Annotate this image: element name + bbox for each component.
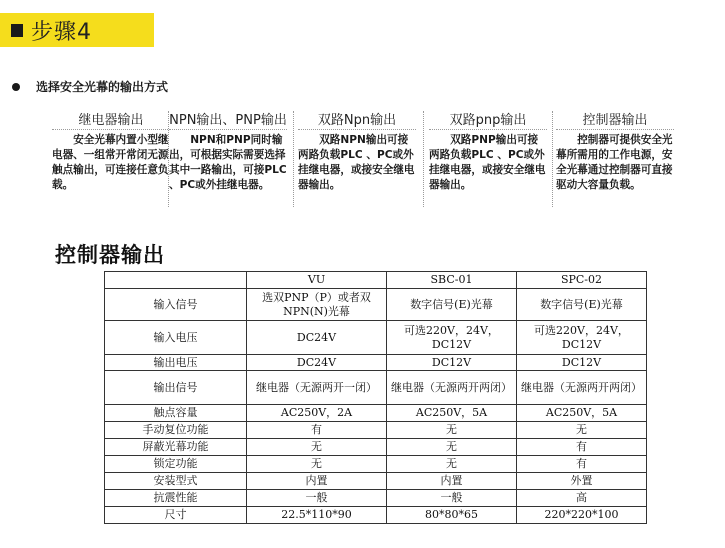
table-cell: 有	[517, 439, 647, 456]
table-cell: DC24V	[247, 321, 387, 355]
step-title: 步骤4	[31, 19, 92, 45]
table-row	[105, 490, 647, 507]
option-title: 双路pnp输出	[449, 113, 527, 128]
table-row	[105, 289, 647, 321]
row-label: 尺寸	[105, 507, 247, 524]
table-cell: 可选220V，24V，DC12V	[387, 321, 517, 355]
table-cell: 无	[387, 439, 517, 456]
controller-spec-table	[104, 271, 647, 524]
option-dual-npn-output	[298, 109, 416, 193]
option-description: 双路PNP输出可接两路负载PLC 、PC或外挂继电器，或接安全继电器输出。	[429, 134, 546, 191]
column-separator	[552, 111, 553, 207]
table-cell: 无	[517, 422, 647, 439]
step-banner	[0, 13, 154, 47]
table-cell: 继电器（无源两开一闭）	[247, 371, 387, 405]
table-cell: 高	[517, 490, 647, 507]
row-label: 输出信号	[105, 371, 247, 405]
table-cell: 内置	[247, 473, 387, 490]
table-cell: 无	[387, 456, 517, 473]
table-cell: 内置	[387, 473, 517, 490]
option-divider	[298, 129, 416, 130]
table-cell: 继电器（无源两开两闭）	[387, 371, 517, 405]
table-cell: 一般	[387, 490, 517, 507]
table-cell: 继电器（无源两开两闭）	[517, 371, 647, 405]
column-separator	[293, 111, 294, 207]
bullet-dot-icon	[12, 83, 20, 91]
table-cell: 无	[247, 439, 387, 456]
row-label: 输入电压	[105, 321, 247, 355]
table-row	[105, 507, 647, 524]
square-bullet-icon	[11, 24, 23, 37]
option-npn-pnp-output	[169, 109, 287, 193]
option-description: 安全光幕内置小型继电器、一组常开常闭无源触点输出，可连接任意负载。	[52, 134, 169, 191]
table-header-cell: VU	[247, 272, 387, 289]
table-header-cell: SPC-02	[517, 272, 647, 289]
option-title: 继电器输出	[78, 113, 144, 128]
table-cell: 有	[247, 422, 387, 439]
table-header-cell	[105, 272, 247, 289]
table-row	[105, 355, 647, 371]
table-cell: 无	[387, 422, 517, 439]
table-row	[105, 439, 647, 456]
table-cell: DC12V	[387, 355, 517, 371]
column-separator	[423, 111, 424, 207]
table-row	[105, 371, 647, 405]
option-description: 双路NPN输出可接两路负载PLC 、PC或外挂继电器，或接安全继电器输出。	[298, 134, 415, 191]
table-cell: 数字信号(E)光幕	[517, 289, 647, 321]
row-label: 输出电压	[105, 355, 247, 371]
option-title: 控制器输出	[582, 113, 648, 128]
table-cell: 80*80*65	[387, 507, 517, 524]
table-header-cell: SBC-01	[387, 272, 517, 289]
table-cell: 22.5*110*90	[247, 507, 387, 524]
table-row	[105, 321, 647, 355]
option-divider	[52, 129, 170, 130]
table-cell: 可选220V，24V，DC12V	[517, 321, 647, 355]
option-dual-pnp-output	[429, 109, 547, 193]
option-divider	[169, 129, 287, 130]
option-divider	[556, 129, 674, 130]
option-controller-output	[556, 109, 674, 193]
option-title: 双路Npn输出	[317, 113, 397, 128]
option-divider	[429, 129, 547, 130]
option-description: 控制器可提供安全光幕所需用的工作电源，安全光幕通过控制器可直接驱动大容量负载。	[556, 134, 673, 191]
row-label: 屏蔽光幕功能	[105, 439, 247, 456]
section-title: 控制器输出	[55, 243, 165, 267]
table-row	[105, 405, 647, 422]
row-label: 手动复位功能	[105, 422, 247, 439]
table-cell: 有	[517, 456, 647, 473]
table-cell: 数字信号(E)光幕	[387, 289, 517, 321]
table-row	[105, 422, 647, 439]
table-cell: AC250V，5A	[517, 405, 647, 422]
table-cell: AC250V，2A	[247, 405, 387, 422]
row-label: 抗震性能	[105, 490, 247, 507]
table-cell: DC12V	[517, 355, 647, 371]
table-cell: 外置	[517, 473, 647, 490]
option-relay-output	[52, 109, 170, 193]
row-label: 触点容量	[105, 405, 247, 422]
row-label: 输入信号	[105, 289, 247, 321]
bullet-heading-text: 选择安全光幕的输出方式	[36, 80, 169, 94]
table-row	[105, 456, 647, 473]
option-description: NPN和PNP同时输出，可根据实际需要选择其中一路输出，可接PLC 、PC或外挂继电器。	[169, 134, 287, 191]
table-cell: DC24V	[247, 355, 387, 371]
table-cell: 无	[247, 456, 387, 473]
table-cell: AC250V，5A	[387, 405, 517, 422]
bullet-heading	[12, 78, 168, 95]
option-title: NPN输出、PNP输出	[169, 113, 287, 128]
table-header-row	[105, 272, 647, 289]
table-row	[105, 473, 647, 490]
table-cell: 一般	[247, 490, 387, 507]
table-cell: 选双PNP（P）或者双NPN(N)光幕	[247, 289, 387, 321]
row-label: 安装型式	[105, 473, 247, 490]
row-label: 锁定功能	[105, 456, 247, 473]
table-cell: 220*220*100	[517, 507, 647, 524]
